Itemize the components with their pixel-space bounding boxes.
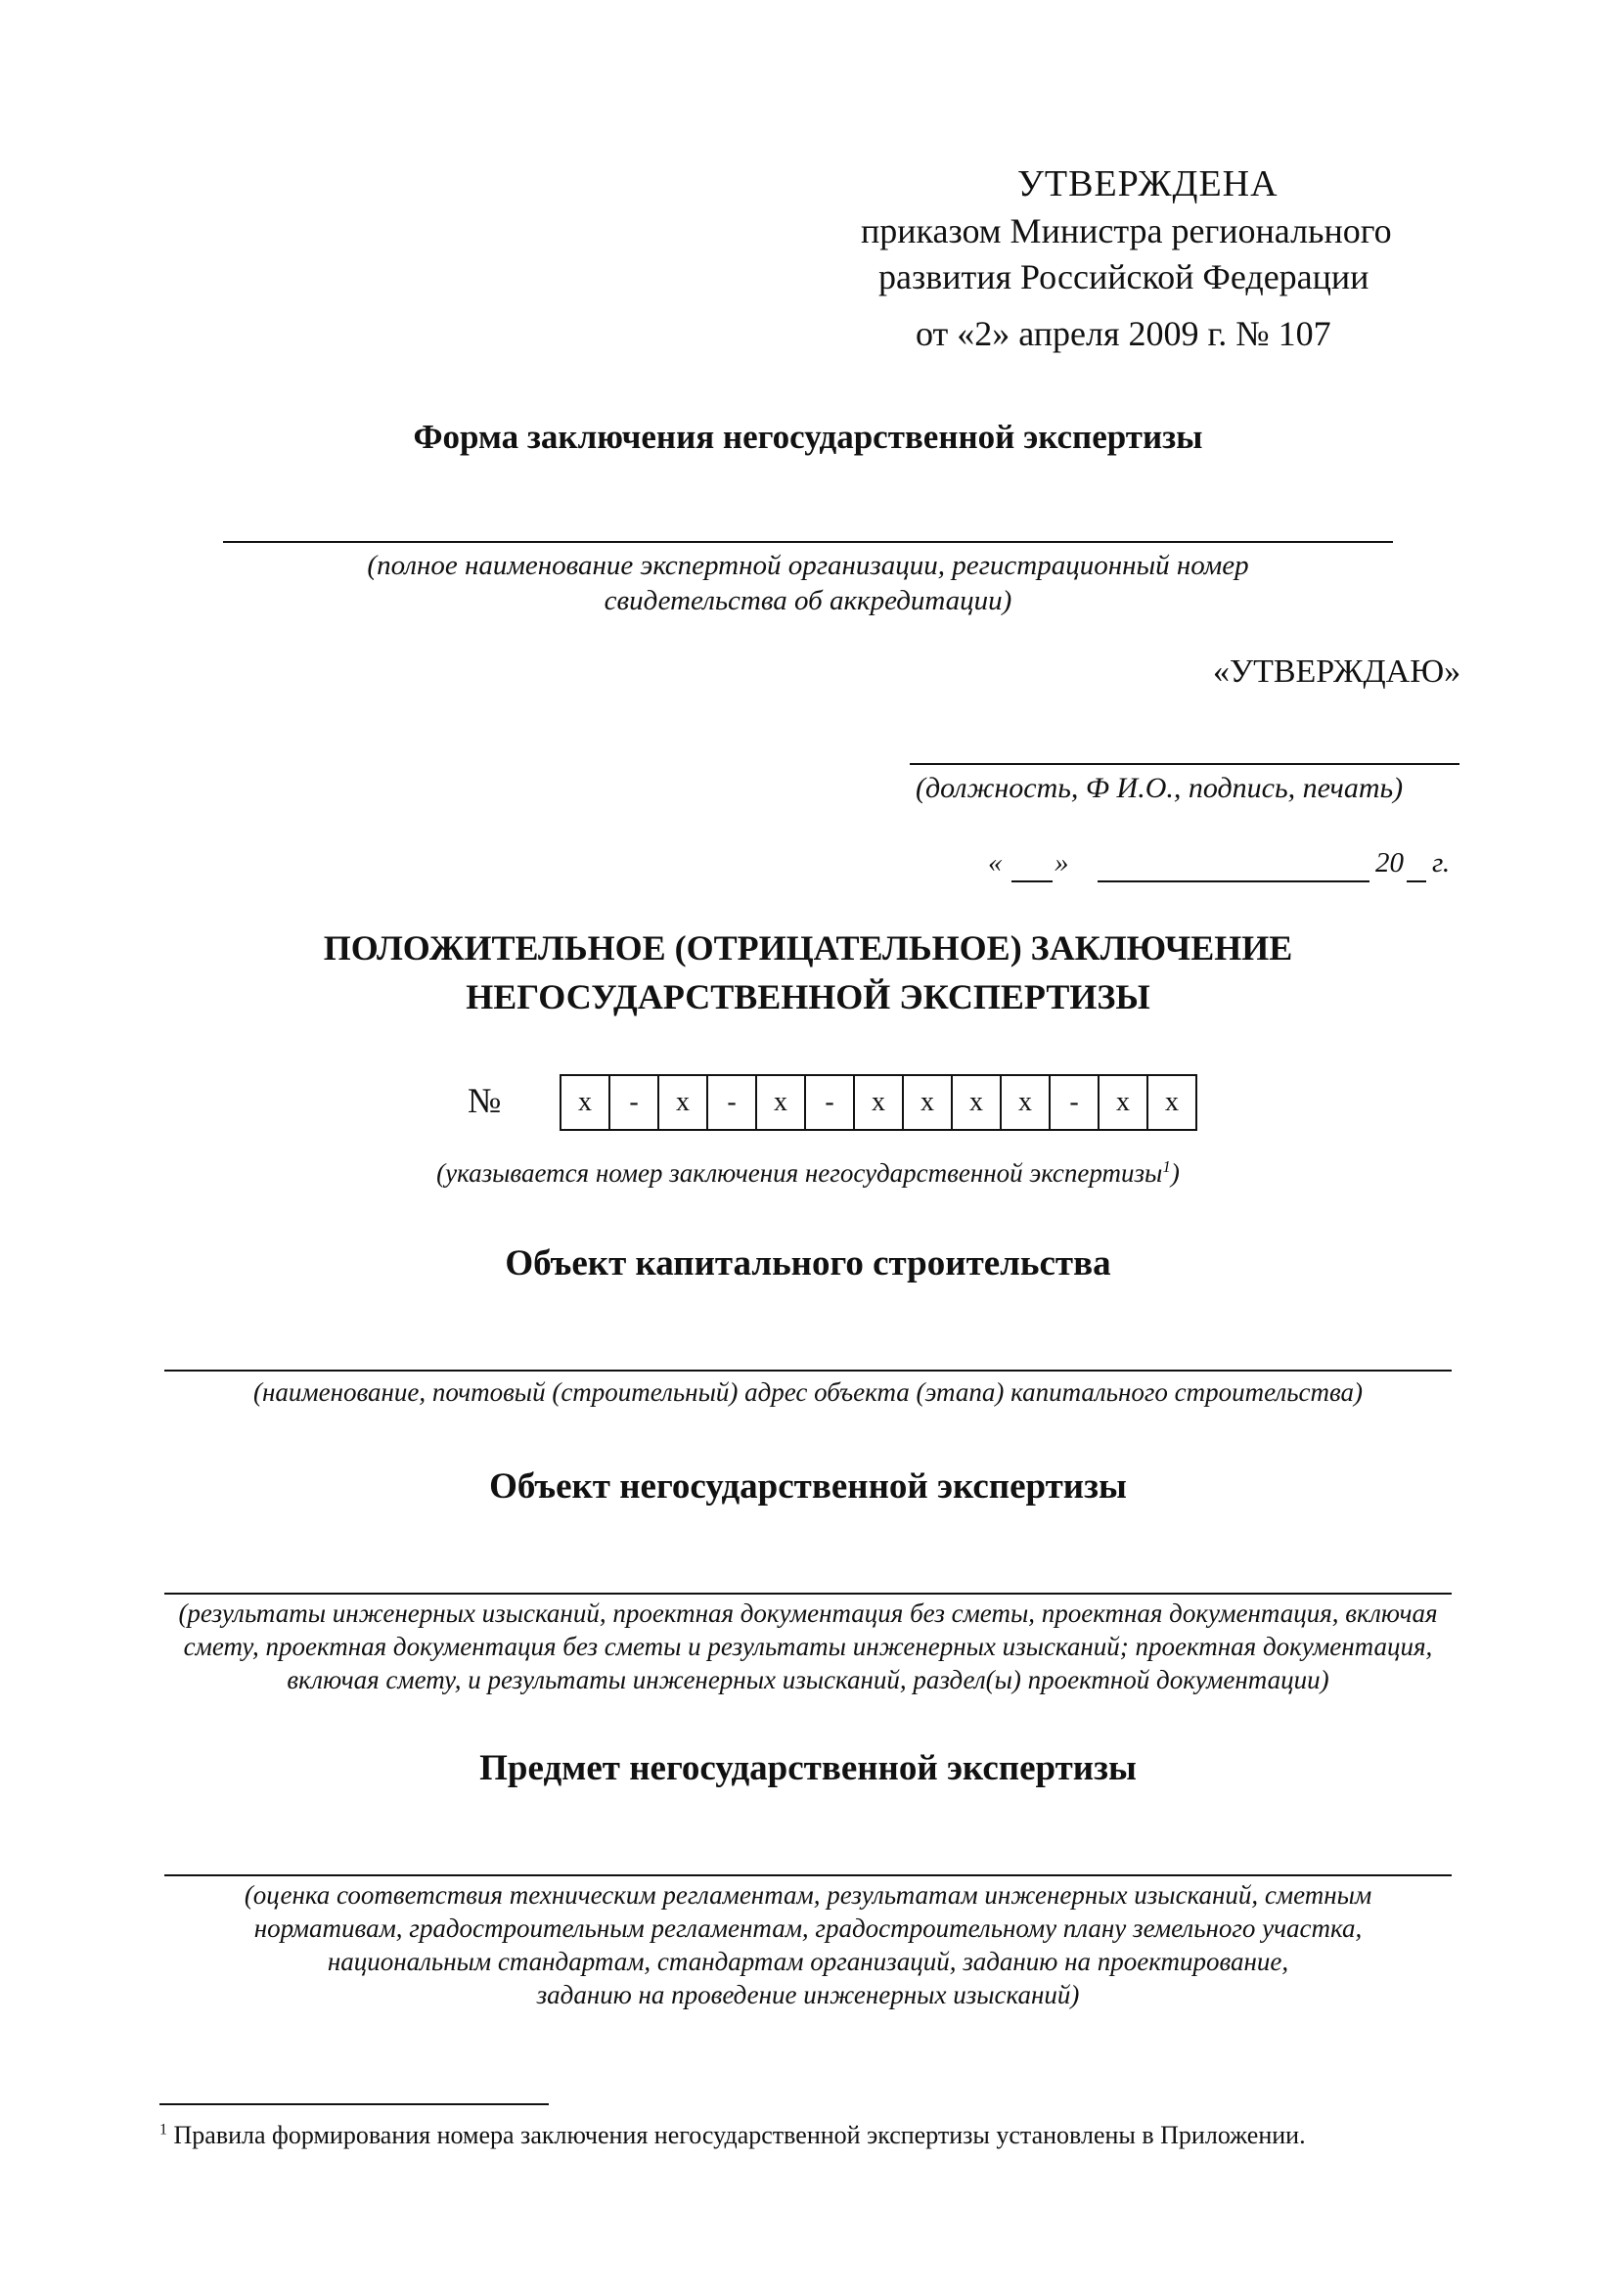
organization-caption-line1: (полное наименование экспертной организации, регистрационный номер <box>367 550 1249 581</box>
main-title-line2: НЕГОСУДАРСТВЕННОЙ ЭКСПЕРТИЗЫ <box>466 977 1150 1016</box>
section-expertise-object-title: Объект негосударственной экспертизы <box>489 1466 1127 1507</box>
section-expertise-object-caption-line2: смету, проектная документация без сметы и результаты инженерных изысканий; проектная документация, <box>183 1632 1433 1661</box>
section-expertise-object-caption-line1: (результаты инженерных изысканий, проектная документация без сметы, проектная документация, включая <box>178 1598 1438 1628</box>
section-capital-construction-fill-line <box>164 1370 1452 1372</box>
organization-caption <box>0 548 1616 618</box>
section-expertise-object-caption-line3: включая смету, и результаты инженерных изысканий, раздел(ы) проектной документации) <box>287 1665 1329 1694</box>
signature-caption: (должность, Ф И.О., подпись, печать) <box>916 772 1404 804</box>
number-box: - <box>608 1076 657 1129</box>
footnote-text: Правила формирования номера заключения негосударственной экспертизы установлены в Приложении. <box>167 2121 1306 2149</box>
approval-date-line: от «2» апреля 2009 г. № 107 <box>916 314 1331 353</box>
number-sign: № <box>468 1081 502 1120</box>
number-box: x <box>951 1076 1000 1129</box>
date-year-prefix: 20 <box>1375 847 1404 878</box>
main-title <box>0 923 1616 1021</box>
number-caption-footnote-mark: 1 <box>1162 1157 1171 1176</box>
section-expertise-object-caption <box>0 1597 1616 1696</box>
number-box: x <box>578 1087 592 1117</box>
form-title: Форма заключения негосударственной экспертизы <box>413 418 1203 456</box>
section-expertise-subject-caption <box>0 1878 1616 2011</box>
date-close-quote: » <box>1055 847 1069 878</box>
approval-title: УТВЕРЖДЕНА <box>1017 163 1279 204</box>
approve-word: «УТВЕРЖДАЮ» <box>1213 653 1461 690</box>
section-expertise-object-fill-line <box>164 1593 1452 1595</box>
footnote-rule <box>159 2103 549 2105</box>
number-box: x <box>1000 1076 1049 1129</box>
main-title-line1: ПОЛОЖИТЕЛЬНОЕ (ОТРИЦАТЕЛЬНОЕ) ЗАКЛЮЧЕНИЕ <box>323 928 1293 968</box>
number-box: x <box>657 1076 706 1129</box>
number-box: - <box>804 1076 853 1129</box>
section-expertise-subject-caption-line1: (оценка соответствия техническим регламентам, результатам инженерных изысканий, сметным <box>244 1880 1372 1910</box>
section-capital-construction-title: Объект капитального строительства <box>505 1243 1111 1283</box>
section-expertise-subject-title: Предмет негосударственной экспертизы <box>479 1748 1137 1788</box>
footnote <box>159 2121 1306 2150</box>
organization-caption-line2: свидетельства об аккредитации) <box>604 585 1012 616</box>
day-fill-line <box>1011 880 1053 882</box>
signature-fill-line <box>910 763 1459 765</box>
section-expertise-subject-caption-line3: национальным стандартам, стандартам организаций, заданию на проектирование, <box>327 1947 1289 1976</box>
year-fill-line <box>1407 880 1426 882</box>
number-box: - <box>706 1076 755 1129</box>
section-expertise-subject-fill-line <box>164 1874 1452 1876</box>
section-expertise-subject-caption-line4: заданию на проведение инженерных изысканий) <box>536 1980 1080 2009</box>
date-open-quote: « <box>988 847 1003 878</box>
organization-fill-line <box>223 541 1393 543</box>
number-caption-text: (указывается номер заключения негосударственной экспертизы <box>436 1158 1163 1188</box>
number-caption-close: ) <box>1170 1158 1180 1188</box>
approval-ministry-line: развития Российской Федерации <box>878 257 1369 296</box>
number-box: x <box>853 1076 902 1129</box>
number-box: x <box>902 1076 951 1129</box>
number-caption <box>0 1150 1616 1190</box>
date-year-suffix: г. <box>1432 847 1451 878</box>
footnote-mark: 1 <box>159 2121 167 2138</box>
number-box: - <box>1049 1076 1098 1129</box>
date-line <box>988 847 1458 886</box>
section-capital-construction-caption: (наименование, почтовый (строительный) адрес объекта (этапа) капитального строительства) <box>252 1377 1364 1407</box>
conclusion-number-boxes <box>560 1074 1197 1131</box>
number-box: x <box>1098 1076 1146 1129</box>
month-fill-line <box>1098 880 1369 882</box>
number-box: x <box>755 1076 804 1129</box>
section-expertise-subject-caption-line2: нормативам, градостроительным регламентам, градостроительному плану земельного участка, <box>253 1913 1363 1943</box>
number-box: x <box>1146 1076 1195 1129</box>
approval-order-line: приказом Министра регионального <box>861 211 1392 250</box>
